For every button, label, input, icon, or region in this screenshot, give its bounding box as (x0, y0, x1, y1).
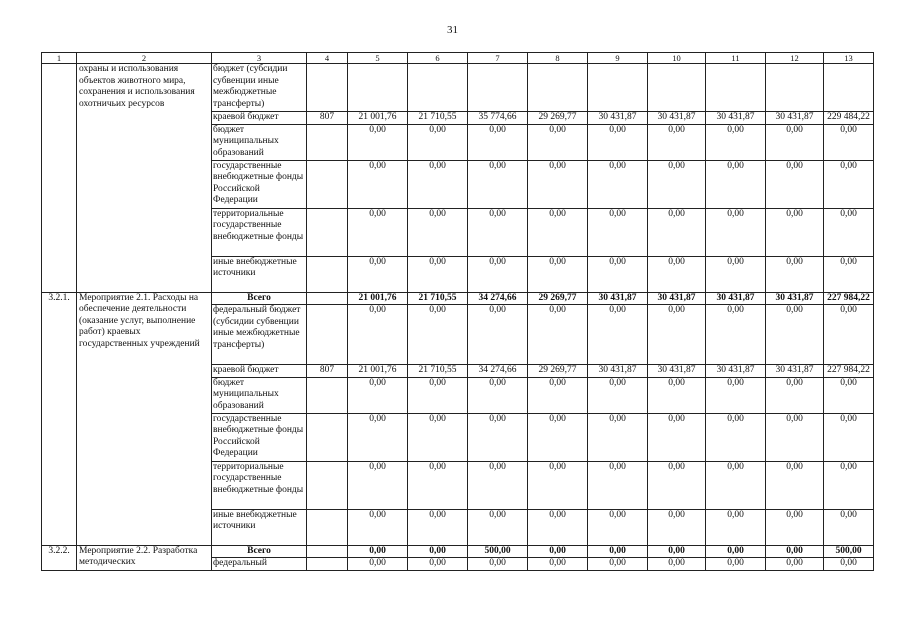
amount-cell: 0,00 (348, 305, 408, 365)
amount-cell: 0,00 (348, 160, 408, 208)
budget-code (307, 64, 348, 112)
amount-cell: 30 431,87 (648, 365, 706, 378)
amount-cell: 0,00 (648, 160, 706, 208)
amount-cell: 21 001,76 (348, 292, 408, 305)
amount-cell (468, 64, 528, 112)
budget-code (307, 256, 348, 292)
amount-cell: 0,00 (348, 256, 408, 292)
amount-cell: 21 001,76 (348, 112, 408, 125)
amount-cell: 29 269,77 (528, 292, 588, 305)
amount-cell: 0,00 (706, 256, 766, 292)
amount-cell (824, 64, 874, 112)
amount-cell: 500,00 (824, 545, 874, 558)
column-number: 11 (706, 53, 766, 64)
amount-cell: 0,00 (588, 256, 648, 292)
amount-cell: 0,00 (766, 545, 824, 558)
funding-source-label: государственные внебюджетные фонды Российской Федерации (212, 413, 307, 461)
funding-source-label: государственные внебюджетные фонды Российской Федерации (212, 160, 307, 208)
column-number: 3 (212, 53, 307, 64)
column-number: 7 (468, 53, 528, 64)
item-description: охраны и использования объектов животного мира, сохранения и использования охотничьих ресурсов (77, 64, 212, 293)
amount-cell: 0,00 (588, 377, 648, 413)
amount-cell: 0,00 (348, 208, 408, 256)
amount-cell: 0,00 (468, 509, 528, 545)
column-number: 2 (77, 53, 212, 64)
amount-cell: 34 274,66 (468, 365, 528, 378)
amount-cell: 30 431,87 (706, 292, 766, 305)
amount-cell: 0,00 (706, 160, 766, 208)
amount-cell: 30 431,87 (706, 112, 766, 125)
column-number: 4 (307, 53, 348, 64)
column-number: 6 (408, 53, 468, 64)
amount-cell: 21 710,55 (408, 365, 468, 378)
amount-cell: 0,00 (648, 377, 706, 413)
amount-cell: 0,00 (588, 305, 648, 365)
amount-cell (648, 64, 706, 112)
amount-cell (766, 64, 824, 112)
amount-cell: 0,00 (706, 558, 766, 571)
amount-cell: 0,00 (408, 413, 468, 461)
amount-cell: 0,00 (648, 545, 706, 558)
amount-cell (588, 64, 648, 112)
amount-cell: 30 431,87 (766, 365, 824, 378)
amount-cell: 0,00 (824, 413, 874, 461)
amount-cell: 0,00 (588, 509, 648, 545)
amount-cell: 0,00 (408, 160, 468, 208)
amount-cell: 0,00 (824, 256, 874, 292)
amount-cell: 0,00 (408, 256, 468, 292)
amount-cell: 0,00 (468, 305, 528, 365)
budget-code (307, 377, 348, 413)
budget-code (307, 208, 348, 256)
amount-cell: 0,00 (348, 461, 408, 509)
amount-cell: 0,00 (648, 558, 706, 571)
amount-cell: 0,00 (528, 305, 588, 365)
amount-cell: 0,00 (766, 160, 824, 208)
total-label: Всего (212, 545, 307, 558)
amount-cell: 35 774,66 (468, 112, 528, 125)
amount-cell: 0,00 (528, 558, 588, 571)
amount-cell: 30 431,87 (766, 292, 824, 305)
amount-cell: 29 269,77 (528, 112, 588, 125)
amount-cell: 0,00 (348, 413, 408, 461)
amount-cell: 21 710,55 (408, 112, 468, 125)
page-number: 31 (447, 24, 458, 36)
amount-cell: 0,00 (528, 256, 588, 292)
amount-cell: 0,00 (706, 305, 766, 365)
amount-cell: 30 431,87 (766, 112, 824, 125)
amount-cell: 0,00 (824, 461, 874, 509)
amount-cell: 0,00 (468, 413, 528, 461)
amount-cell: 0,00 (824, 208, 874, 256)
amount-cell: 0,00 (468, 256, 528, 292)
column-number: 12 (766, 53, 824, 64)
amount-cell: 34 274,66 (468, 292, 528, 305)
funding-source-label: иные внебюджетные источники (212, 509, 307, 545)
budget-code (307, 413, 348, 461)
amount-cell: 0,00 (824, 558, 874, 571)
amount-cell: 0,00 (766, 208, 824, 256)
total-label: Всего (212, 292, 307, 305)
budget-code (307, 509, 348, 545)
amount-cell: 0,00 (588, 558, 648, 571)
total-row (42, 545, 874, 558)
amount-cell: 0,00 (824, 509, 874, 545)
amount-cell: 0,00 (408, 208, 468, 256)
budget-code (307, 558, 348, 571)
amount-cell: 0,00 (766, 413, 824, 461)
amount-cell: 0,00 (706, 377, 766, 413)
amount-cell: 0,00 (408, 377, 468, 413)
amount-cell: 0,00 (766, 509, 824, 545)
amount-cell: 0,00 (588, 160, 648, 208)
amount-cell: 0,00 (348, 377, 408, 413)
amount-cell: 0,00 (588, 413, 648, 461)
amount-cell: 0,00 (588, 208, 648, 256)
amount-cell: 30 431,87 (648, 112, 706, 125)
amount-cell: 0,00 (348, 558, 408, 571)
amount-cell: 0,00 (528, 413, 588, 461)
amount-cell: 0,00 (706, 124, 766, 160)
amount-cell: 0,00 (348, 509, 408, 545)
amount-cell: 0,00 (408, 545, 468, 558)
funding-source-label: федеральный (212, 558, 307, 571)
budget-table (41, 52, 874, 571)
funding-source-label: иные внебюджетные источники (212, 256, 307, 292)
amount-cell: 29 269,77 (528, 365, 588, 378)
amount-cell: 0,00 (588, 461, 648, 509)
amount-cell: 0,00 (468, 124, 528, 160)
amount-cell: 0,00 (648, 509, 706, 545)
funding-source-label: бюджет муниципальных образований (212, 377, 307, 413)
amount-cell: 0,00 (468, 558, 528, 571)
amount-cell: 0,00 (706, 509, 766, 545)
amount-cell: 0,00 (468, 461, 528, 509)
amount-cell: 0,00 (648, 208, 706, 256)
amount-cell: 0,00 (648, 124, 706, 160)
column-number: 13 (824, 53, 874, 64)
amount-cell: 0,00 (766, 305, 824, 365)
item-number (42, 64, 77, 293)
column-number: 8 (528, 53, 588, 64)
column-number: 5 (348, 53, 408, 64)
amount-cell: 0,00 (706, 461, 766, 509)
funding-source-label: территориальные государственные внебюджетные фонды (212, 208, 307, 256)
amount-cell: 227 984,22 (824, 365, 874, 378)
amount-cell: 21 001,76 (348, 365, 408, 378)
amount-cell: 0,00 (528, 545, 588, 558)
amount-cell (348, 64, 408, 112)
item-number: 3.2.1. (42, 292, 77, 545)
amount-cell: 0,00 (766, 461, 824, 509)
amount-cell: 30 431,87 (588, 112, 648, 125)
amount-cell: 0,00 (528, 461, 588, 509)
budget-code (307, 461, 348, 509)
budget-code (307, 292, 348, 305)
amount-cell: 30 431,87 (706, 365, 766, 378)
item-description: Мероприятие 2.2. Разработка методических (77, 545, 212, 570)
item-number: 3.2.2. (42, 545, 77, 570)
funding-source-label: бюджет муниципальных образований (212, 124, 307, 160)
amount-cell: 0,00 (468, 208, 528, 256)
amount-cell: 0,00 (528, 208, 588, 256)
amount-cell (706, 64, 766, 112)
amount-cell: 0,00 (648, 256, 706, 292)
amount-cell: 0,00 (824, 124, 874, 160)
amount-cell: 0,00 (408, 461, 468, 509)
amount-cell: 30 431,87 (648, 292, 706, 305)
amount-cell: 21 710,55 (408, 292, 468, 305)
amount-cell: 0,00 (348, 545, 408, 558)
amount-cell: 0,00 (408, 124, 468, 160)
amount-cell (528, 64, 588, 112)
column-number: 1 (42, 53, 77, 64)
amount-cell: 0,00 (528, 377, 588, 413)
amount-cell: 0,00 (468, 160, 528, 208)
amount-cell: 0,00 (528, 124, 588, 160)
budget-row (42, 64, 874, 112)
amount-cell: 0,00 (408, 305, 468, 365)
amount-cell: 0,00 (648, 413, 706, 461)
amount-cell: 0,00 (766, 256, 824, 292)
amount-cell: 0,00 (706, 413, 766, 461)
amount-cell: 0,00 (766, 558, 824, 571)
amount-cell: 0,00 (824, 377, 874, 413)
amount-cell: 0,00 (588, 545, 648, 558)
amount-cell: 30 431,87 (588, 292, 648, 305)
amount-cell: 0,00 (408, 509, 468, 545)
item-description: Мероприятие 2.1. Расходы на обеспечение деятельности (оказание услуг, выполнение работ) краевых государственных учреждений (77, 292, 212, 545)
budget-code (307, 545, 348, 558)
total-row (42, 292, 874, 305)
amount-cell: 227 984,22 (824, 292, 874, 305)
amount-cell: 0,00 (706, 208, 766, 256)
funding-source-label: территориальные государственные внебюджетные фонды (212, 461, 307, 509)
column-number: 10 (648, 53, 706, 64)
amount-cell: 0,00 (528, 160, 588, 208)
funding-source-label: федеральный бюджет (субсидии субвенции иные межбюджетные трансферты) (212, 305, 307, 365)
budget-code (307, 305, 348, 365)
column-number: 9 (588, 53, 648, 64)
amount-cell: 0,00 (528, 509, 588, 545)
budget-code (307, 124, 348, 160)
amount-cell: 0,00 (648, 305, 706, 365)
amount-cell: 229 484,22 (824, 112, 874, 125)
funding-source-label: бюджет (субсидии субвенции иные межбюджетные трансферты) (212, 64, 307, 112)
amount-cell: 0,00 (468, 377, 528, 413)
budget-code (307, 160, 348, 208)
amount-cell: 0,00 (766, 377, 824, 413)
funding-source-label: краевой бюджет (212, 365, 307, 378)
amount-cell: 0,00 (588, 124, 648, 160)
column-number-row (42, 53, 874, 64)
amount-cell: 0,00 (824, 305, 874, 365)
amount-cell: 30 431,87 (588, 365, 648, 378)
amount-cell: 0,00 (766, 124, 824, 160)
amount-cell: 0,00 (408, 558, 468, 571)
amount-cell: 0,00 (348, 124, 408, 160)
amount-cell: 0,00 (824, 160, 874, 208)
amount-cell: 0,00 (648, 461, 706, 509)
funding-source-label: краевой бюджет (212, 112, 307, 125)
budget-code: 807 (307, 365, 348, 378)
amount-cell: 500,00 (468, 545, 528, 558)
amount-cell: 0,00 (706, 545, 766, 558)
budget-code: 807 (307, 112, 348, 125)
amount-cell (408, 64, 468, 112)
